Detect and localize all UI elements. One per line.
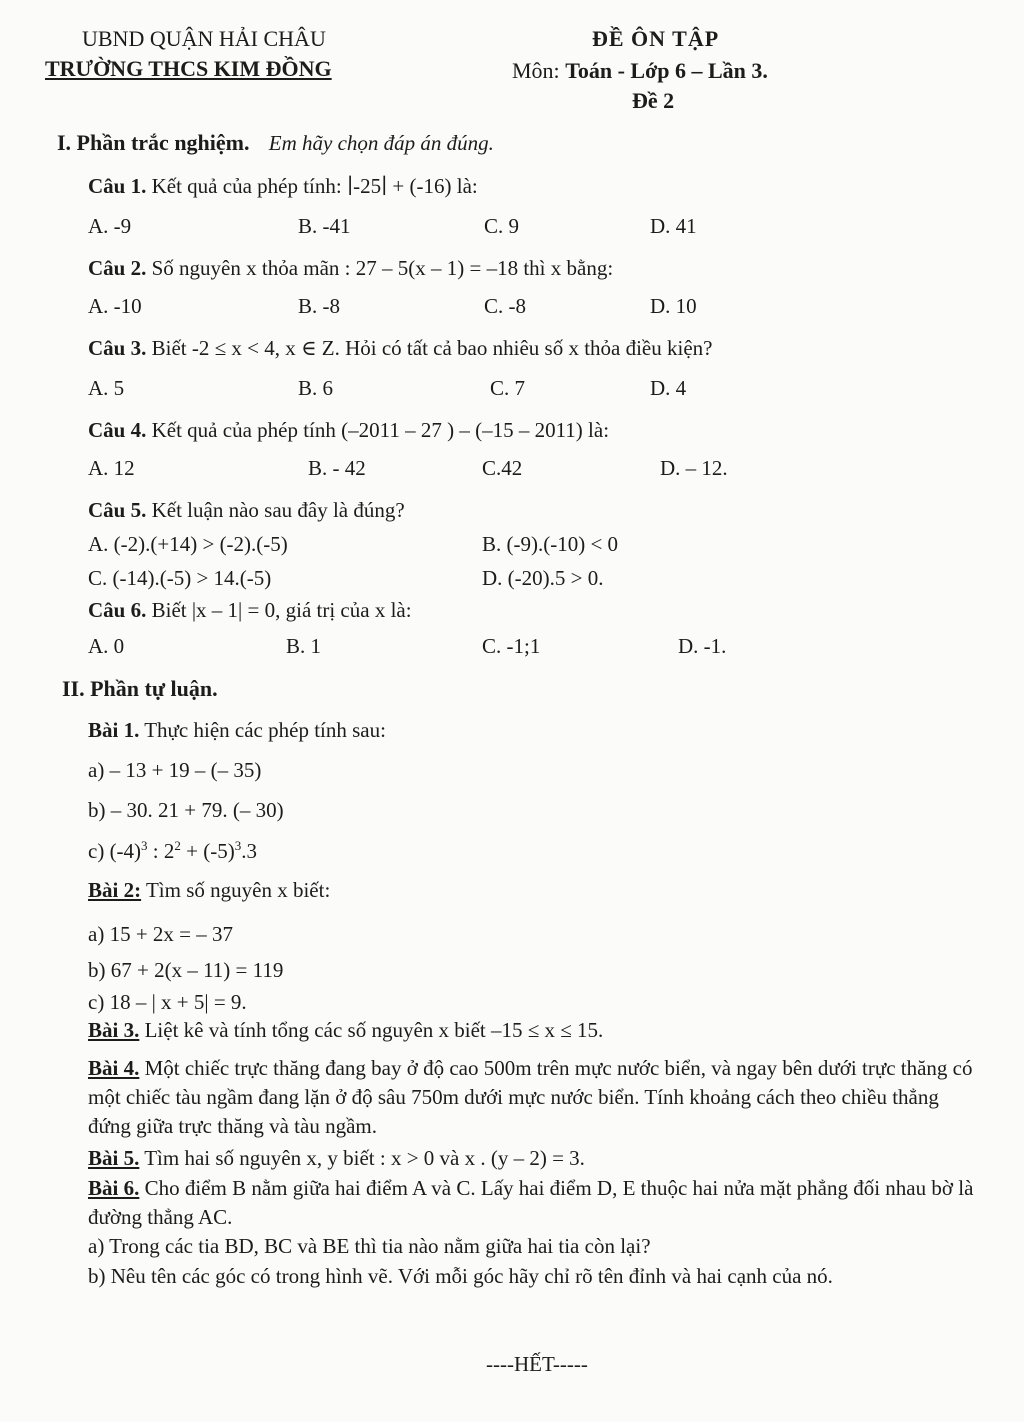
- exercise-6a: a) Trong các tia BD, BC và BE thì tia nào nằm giữa hai tia còn lại?: [88, 1234, 651, 1258]
- exercise-6b: b) Nêu tên các góc có trong hình vẽ. Với mỗi góc hãy chỉ rõ tên đỉnh và hai cạnh của nó.: [88, 1264, 833, 1288]
- question-6: [88, 598, 412, 623]
- q1-option-b: B. -41: [298, 214, 351, 238]
- exercise-1a: a) – 13 + 19 – (– 35): [88, 758, 262, 782]
- q3-option-b: B. 6: [298, 376, 334, 400]
- subject-line: [512, 58, 768, 84]
- exponent: 3: [141, 838, 148, 853]
- end-marker: ----HẾT-----: [486, 1352, 588, 1376]
- q6-option-b: B. 1: [286, 634, 322, 658]
- q6-option-c: C. -1;1: [482, 634, 541, 658]
- question-label: Câu 1.: [88, 174, 147, 198]
- question-1: [88, 174, 478, 199]
- question-text: Biết |x – 1| = 0, giá trị của x là:: [151, 598, 412, 622]
- exponent: 2: [174, 838, 181, 853]
- q5-option-b: B. (-9).(-10) < 0: [482, 532, 619, 556]
- question-4: [88, 418, 609, 443]
- exercise-text: Một chiếc trực thăng đang bay ở độ cao 500m trên mực nước biển, và ngay bên dưới trực thăng có một chiếc tàu ngầm đang lặn ở độ sâu 750m dưới mực nước biển. Tính khoảng cách theo chiều thẳng đứng giữa trực thăng và tàu ngầm.: [88, 1056, 973, 1138]
- part1-instruction: Em hãy chọn đáp án đúng.: [268, 131, 494, 155]
- exercise-text: Liệt kê và tính tổng các số nguyên x biết –15 ≤ x ≤ 15.: [144, 1018, 604, 1042]
- exercise-4: [88, 1054, 984, 1141]
- expr-part: c) (-4): [88, 839, 142, 863]
- q5-option-a: A. (-2).(+14) > (-2).(-5): [88, 532, 288, 556]
- q4-option-b: B. - 42: [308, 456, 366, 480]
- exercise-label: Bài 3.: [88, 1018, 140, 1042]
- exercise-2: [88, 878, 330, 903]
- expr-part: + (-5): [180, 839, 235, 863]
- q6-option-d: D. -1.: [678, 634, 727, 658]
- document-title: ĐỀ ÔN TẬP: [592, 26, 720, 51]
- exercise-2c: c) 18 – | x + 5| = 9.: [88, 990, 247, 1014]
- exercise-label: Bài 5.: [88, 1146, 140, 1170]
- exercise-text: Tìm số nguyên x biết:: [145, 878, 331, 902]
- subject-value: Toán - Lớp 6 – Lần 3.: [565, 58, 768, 83]
- exercise-6: [88, 1174, 984, 1232]
- exponent: 3: [234, 838, 242, 853]
- part2-heading: II. Phần tự luận.: [62, 676, 218, 701]
- q2-option-c: C. -8: [484, 294, 526, 318]
- subject-label: Môn:: [512, 58, 560, 83]
- q1-option-c: C. 9: [484, 214, 520, 238]
- q3-option-a: A. 5: [88, 376, 125, 400]
- exercise-label: Bài 1.: [88, 718, 140, 742]
- question-label: Câu 3.: [88, 336, 147, 360]
- exercise-text: Tìm hai số nguyên x, y biết : x > 0 và x . (y – 2) = 3.: [144, 1146, 585, 1170]
- exam-code: Đề 2: [632, 88, 675, 113]
- question-3: [88, 336, 712, 361]
- exercise-5: [88, 1146, 585, 1171]
- question-text: Kết quả của phép tính: ∣-25∣ + (-16) là:: [151, 174, 478, 198]
- q5-option-d: D. (-20).5 > 0.: [482, 566, 604, 590]
- q5-option-c: C. (-14).(-5) > 14.(-5): [88, 566, 272, 590]
- question-label: Câu 2.: [88, 256, 147, 280]
- exercise-label: Bài 4.: [88, 1056, 140, 1080]
- part1-heading: I. Phần trắc nghiệm.: [57, 130, 250, 155]
- question-5: [88, 498, 405, 523]
- q4-option-a: A. 12: [88, 456, 135, 480]
- exercise-label: Bài 6.: [88, 1176, 140, 1200]
- exercise-1: [88, 718, 386, 743]
- question-text: Số nguyên x thỏa mãn : 27 – 5(x – 1) = –18 thì x bằng:: [151, 256, 614, 280]
- exercise-1c: [88, 838, 257, 864]
- exercise-2b: b) 67 + 2(x – 11) = 119: [88, 958, 284, 982]
- exercise-text: Thực hiện các phép tính sau:: [144, 718, 386, 742]
- question-2: [88, 256, 613, 281]
- q1-option-a: A. -9: [88, 214, 132, 238]
- question-text: Biết -2 ≤ x < 4, x ∈ Z. Hỏi có tất cả bao nhiêu số x thỏa điều kiện?: [151, 336, 713, 360]
- q2-option-a: A. -10: [88, 294, 142, 318]
- exercise-label: Bài 2:: [88, 878, 142, 902]
- expr-part: : 2: [147, 839, 175, 863]
- exercise-2a: a) 15 + 2x = – 37: [88, 922, 234, 946]
- question-label: Câu 5.: [88, 498, 147, 522]
- district-name: UBND QUẬN HẢI CHÂU: [82, 26, 326, 51]
- q3-option-d: D. 4: [650, 376, 687, 400]
- part1-heading-line: [57, 130, 494, 156]
- q2-option-b: B. -8: [298, 294, 340, 318]
- q4-option-d: D. – 12.: [660, 456, 728, 480]
- school-name: TRƯỜNG THCS KIM ĐỒNG: [45, 56, 332, 81]
- exercise-1b: b) – 30. 21 + 79. (– 30): [88, 798, 284, 822]
- q6-option-a: A. 0: [88, 634, 125, 658]
- q1-option-d: D. 41: [650, 214, 697, 238]
- q3-option-c: C. 7: [490, 376, 526, 400]
- question-text: Kết quả của phép tính (–2011 – 27 ) – (–15 – 2011) là:: [151, 418, 610, 442]
- exercise-3: [88, 1018, 603, 1043]
- q4-option-c: C.42: [482, 456, 523, 480]
- question-label: Câu 6.: [88, 598, 147, 622]
- q2-option-d: D. 10: [650, 294, 697, 318]
- exercise-text: Cho điểm B nằm giữa hai điểm A và C. Lấy hai điểm D, E thuộc hai nửa mặt phẳng đối nhau bờ là đường thẳng AC.: [88, 1176, 974, 1229]
- expr-part: .3: [241, 839, 257, 863]
- question-label: Câu 4.: [88, 418, 147, 442]
- question-text: Kết luận nào sau đây là đúng?: [151, 498, 405, 522]
